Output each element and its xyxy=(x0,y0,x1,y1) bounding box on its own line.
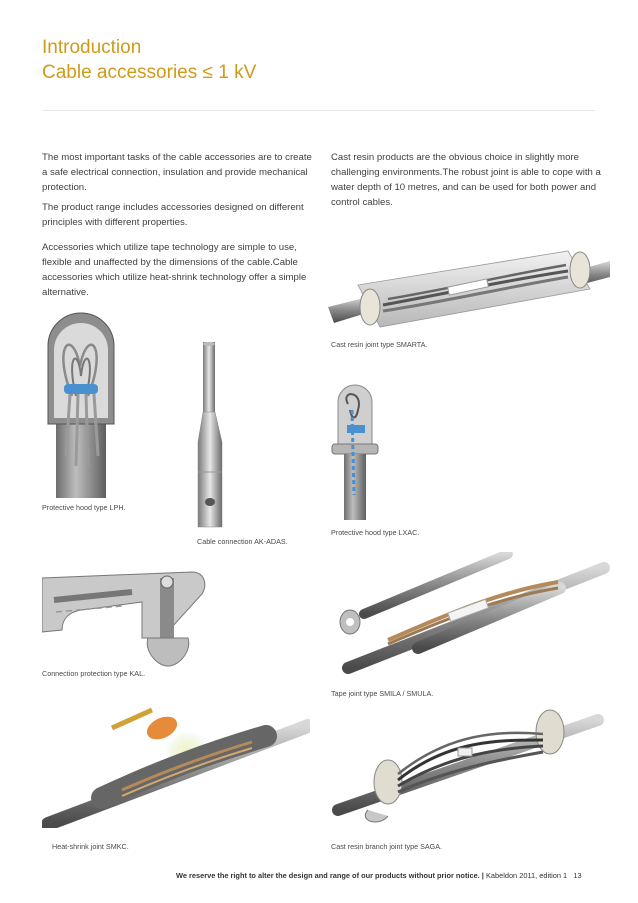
ak-adas-connector-image xyxy=(190,342,230,532)
cast-resin-paragraph: Cast resin products are the obvious choice in slightly more challenging environments.The robust joint is able to cope with a water depth of 10 metres, and can be used for both power and control cables. xyxy=(331,152,601,208)
lxac-hood-image xyxy=(330,380,380,520)
saga-caption: Cast resin branch joint type SAGA. xyxy=(331,842,443,851)
smarta-caption: Cast resin joint type SMARTA. xyxy=(331,340,428,349)
lph-caption: Protective hood type LPH. xyxy=(42,503,126,512)
header-divider xyxy=(42,110,595,111)
smkc-heat-shrink-image xyxy=(42,698,310,828)
page-title: Introduction xyxy=(42,37,142,58)
lph-hood-image xyxy=(42,306,120,498)
footer-notice: We reserve the right to alter the design and range of our products without prior notice. xyxy=(176,871,480,880)
smila-caption: Tape joint type SMILA / SMULA. xyxy=(331,689,434,698)
intro-paragraph-3: Accessories which utilize tape technology are simple to use, flexible and unaffected by the dimensions of the cable.Cable accessories which utilize heat-shrink technology offer a simple alternative. xyxy=(42,242,307,298)
page-subtitle: Cable accessories ≤ 1 kV xyxy=(42,62,257,83)
page-footer xyxy=(176,871,582,880)
intro-paragraph-2: The product range includes accessories designed on different principles with different properties. xyxy=(42,202,304,228)
smarta-joint-image xyxy=(328,245,610,335)
kal-caption: Connection protection type KAL. xyxy=(42,669,146,678)
smila-tape-joint-image xyxy=(328,552,610,682)
ak-adas-caption: Cable connection AK-ADAS. xyxy=(197,537,288,546)
intro-paragraph-1: The most important tasks of the cable accessories are to create a safe electrical connection, insulation and provide mechanical protection. xyxy=(42,152,312,193)
lxac-caption: Protective hood type LXAC. xyxy=(331,528,420,537)
saga-branch-joint-image xyxy=(328,700,610,830)
footer-edition: Kabeldon 2011, edition 1 xyxy=(485,871,568,880)
smkc-caption: Heat-shrink joint SMKC. xyxy=(52,842,129,851)
kal-protection-image xyxy=(42,560,210,668)
footer-separator: | xyxy=(481,871,484,880)
page-number: 13 xyxy=(573,871,582,880)
